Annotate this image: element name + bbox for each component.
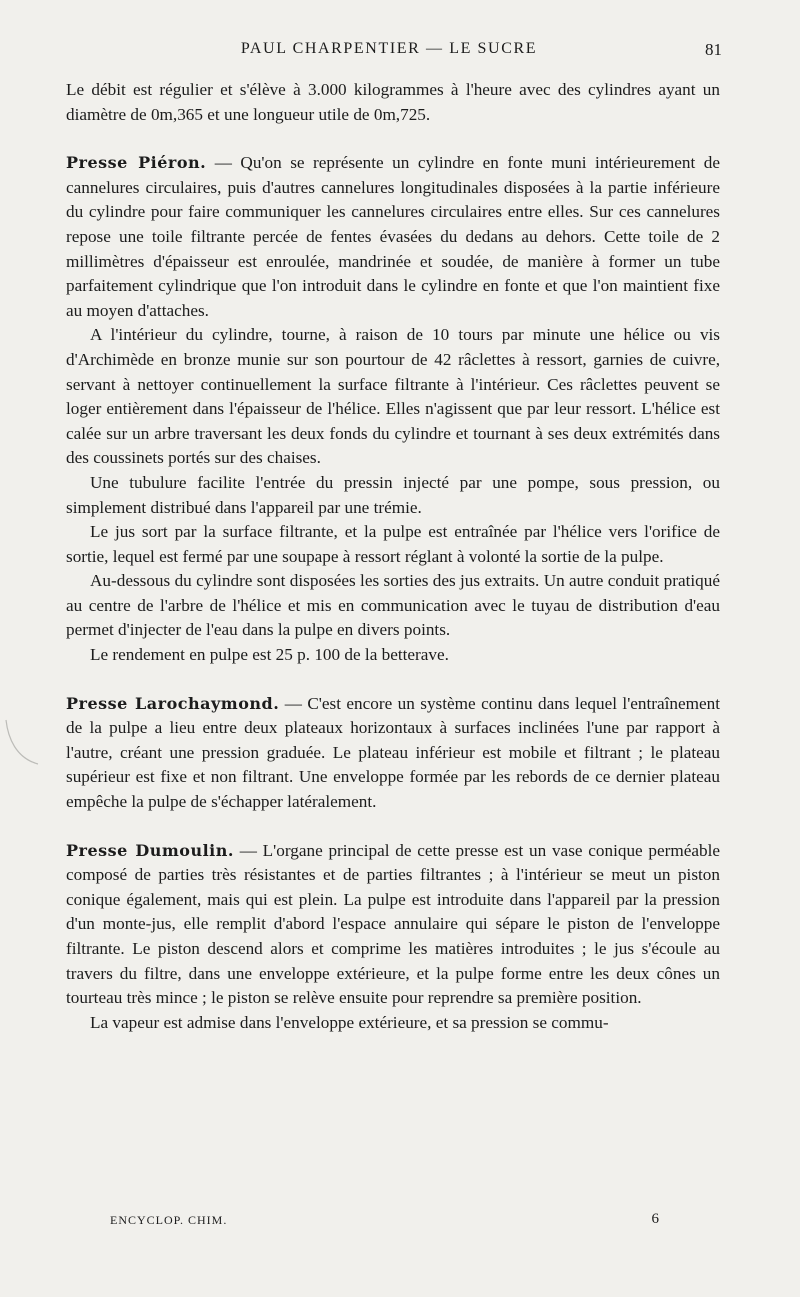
- running-title: PAUL CHARPENTIER — LE SUCRE: [240, 40, 538, 57]
- margin-stain-mark: [2, 718, 42, 768]
- section-dumoulin: [66, 839, 720, 1036]
- paragraph: Le rendement en pulpe est 25 p. 100 de la betterave.: [90, 645, 449, 665]
- running-header: [66, 40, 722, 66]
- section-pieron: [66, 151, 720, 667]
- paragraph: Une tubulure facilite l'entrée du pressin injecté par une pompe, sous pression, ou simplement distribué dans l'appareil par une trémie.: [66, 472, 720, 517]
- intro-paragraph: Le débit est régulier et s'élève à 3.000 kilogrammes à l'heure avec des cylindres ayant un diamètre de 0m,365 et une longueur utile de 0m,725.: [66, 80, 720, 124]
- paragraph: La vapeur est admise dans l'enveloppe extérieure, et sa pression se commu-: [90, 1012, 609, 1032]
- paragraph: Le jus sort par la surface filtrante, et la pulpe est entraînée par l'hélice vers l'orifice de sortie, lequel est fermé par une soupape à ressort réglant à volonté la sortie de la pulpe.: [66, 522, 720, 566]
- page-number: 81: [705, 40, 722, 59]
- section-dumoulin-lead: [66, 839, 720, 1011]
- section-heading: Presse Dumoulin.: [66, 840, 234, 860]
- section-text: — C'est encore un système continu dans lequel l'entraînement de la pulpe a lieu entre deux plateaux horizontaux à surfaces inclinées l'une par rapport à l'autre, créant une pression graduée. Le plateau inférieur est mobile et filtrant ; le plateau supérieur est fixe et non filtrant. Une enveloppe formée par les rebords de ce dernier plateau empêche la pulpe de s'échapper latéralement.: [66, 693, 721, 812]
- signature-number: 6: [651, 1211, 660, 1227]
- section-text: — Qu'on se représente un cylindre en fonte muni intérieurement de cannelures circulaires, puis d'autres cannelures longitudinales disposées à la partie inférieure du cylindre pour faire communiquer les cannelures circulaires entre elles. Sur ces cannelures repose une toile filtrante percée de fentes évasées du dedans au dehors. Cette toile de 2 millimètres d'épaisseur est enroulée, mandrinée et soudée, de manière à former un tube parfaitement cylindrique que l'on introduit dans le cylindre en fonte et que l'on maintient fixe au moyen d'attaches.: [66, 153, 721, 320]
- section-heading: Presse Piéron.: [66, 153, 207, 173]
- signature-mark: ENCYCLOP. CHIM.: [110, 1213, 228, 1227]
- section-text: — L'organe principal de cette presse est un vase conique perméable composé de parties très résistantes et de parties filtrantes ; à l'intérieur se meut un piston conique également, mais qui est plein. La pulpe est introduite dans l'appareil par la pression d'un monte-jus, elle remplit d'abord l'espace annulaire qui sépare le piston de l'enveloppe filtrante. Le piston descend alors et comprime les matières introduites ; le jus s'écoule au travers du filtre, dans une enveloppe extérieure, et la pulpe forme entre les deux cônes un tourteau très mince ; le piston se relève ensuite pour reprendre sa première position.: [66, 840, 720, 1008]
- section-heading: Presse Larochaymond.: [66, 693, 280, 713]
- section-pieron-lead: [66, 151, 720, 323]
- paragraph: Au-dessous du cylindre sont disposées les sorties des jus extraits. Un autre conduit pratiqué au centre de l'arbre de l'hélice et mis en communication avec le tuyau de distribution d'eau permet d'injecter de l'eau dans la pulpe en divers points.: [66, 571, 720, 640]
- page-footer: [110, 1211, 660, 1231]
- section-larochaymond-lead: [66, 692, 720, 815]
- section-larochaymond: [66, 692, 720, 815]
- body-text: [66, 78, 720, 1035]
- paragraph: A l'intérieur du cylindre, tourne, à raison de 10 tours par minute une hélice ou vis d'Archimède en bronze munie sur son pourtour de 42 râclettes à ressort, garnies de cuivre, servant à nettoyer continuellement la surface filtrante à l'intérieur. Ces râclettes peuvent se loger entièrement dans l'épaisseur de l'hélice. Elles n'agissent que par leur ressort. L'hélice est calée sur un arbre traversant les deux fonds du cylindre et tournant à ses deux extrémités dans des coussinets portés sur des chaises.: [66, 325, 720, 468]
